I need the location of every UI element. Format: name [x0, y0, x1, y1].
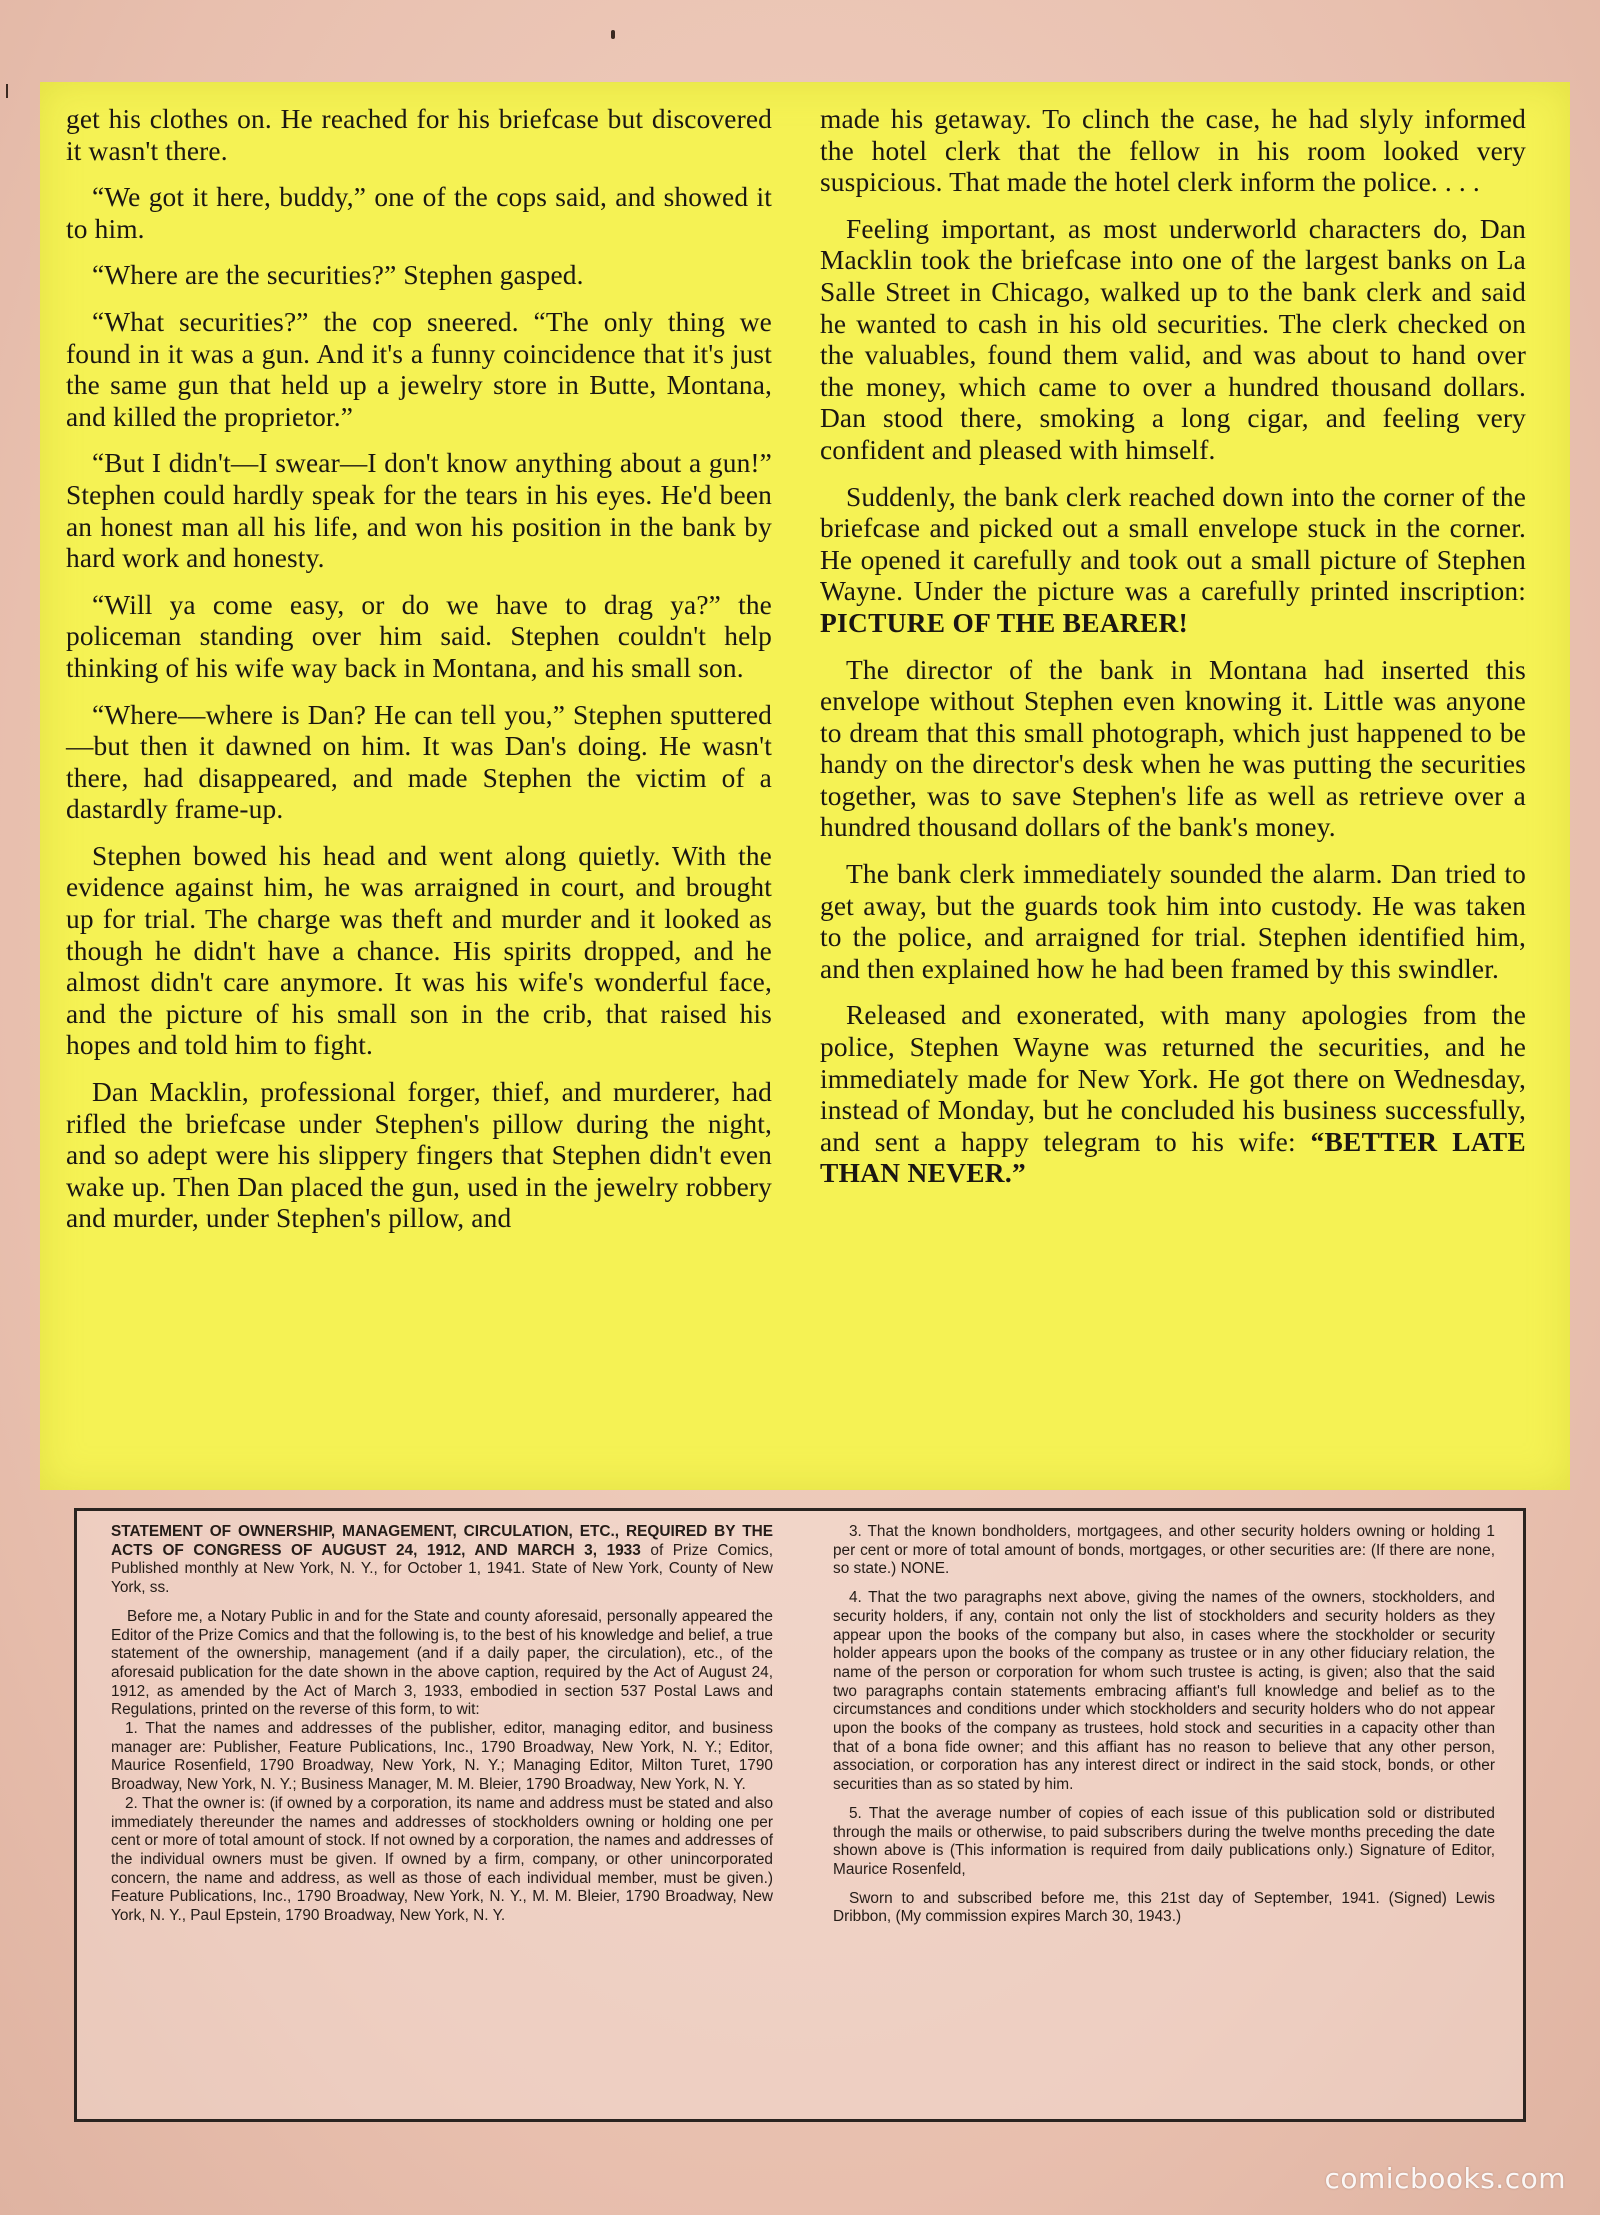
statement-column-right	[833, 1523, 1495, 1937]
statement-item-5: 5. That the average number of copies of each issue of this publication sold or distributed through the mails or otherwise, to paid subscribers during the twelve months preceding the date shown above is (This information is required from daily publications only.) Signature of Editor, Maurice Rosenfeld,	[833, 1804, 1495, 1878]
story-text: Released and exonerated, with many apologies from the police, Stephen Wayne was returned the securities, and he immediately made for New York. He got there on Wednesday, instead of Monday, but he concluded his business successfully, and sent a happy telegram to his wife:	[820, 1000, 1526, 1157]
story-panel	[40, 82, 1570, 1490]
story-paragraph: “But I didn't—I swear—I don't know anything about a gun!” Stephen could hardly speak for the tears in his eyes. He'd been an honest man all his life, and won his position in the bank by hard work and honesty.	[66, 448, 772, 574]
story-paragraph: “What securities?” the cop sneered. “The only thing we found in it was a gun. And it's a funny coincidence that it's just the same gun that held up a jewelry store in Butte, Montana, and killed the proprietor.”	[66, 306, 772, 432]
story-paragraph: get his clothes on. He reached for his briefcase but discovered it wasn't there.	[66, 104, 772, 166]
story-paragraph: “Will ya come easy, or do we have to drag ya?” the policeman standing over him said. Stephen couldn't help thinking of his wife way back in Montana, and his small son.	[66, 589, 772, 683]
story-text: Suddenly, the bank clerk reached down into the corner of the briefcase and picked out a small envelope stuck in the corner. He opened it carefully and took out a small picture of Stephen Wayne. Under the picture was a carefully printed inscription:	[820, 481, 1526, 607]
story-column-right	[820, 104, 1526, 1190]
statement-intro: Before me, a Notary Public in and for the State and county aforesaid, personally appeared the Editor of the Prize Comics and that the following is, to the best of his knowledge and belief, a true statement of the ownership, management (and if a daily paper, the circulation), etc., of the aforesaid publication for the date shown in the above caption, required by the Act of August 24, 1912, as amended by the Act of March 3, 1933, embodied in section 537 Postal Laws and Regulations, printed on the reverse of this form, to wit:	[111, 1607, 773, 1719]
story-paragraph: The bank clerk immediately sounded the alarm. Dan tried to get away, but the guards took him into custody. He was taken to the police, and arraigned for trial. Stephen identified him, and then explained how he had been framed by this swindler.	[820, 859, 1526, 984]
inscription-text: PICTURE OF THE BEARER!	[820, 607, 1189, 638]
telegram-text: “BETTER LATE THAN NEVER.”	[820, 1126, 1527, 1189]
statement-sworn: Sworn to and subscribed before me, this 21st day of September, 1941. (Signed) Lewis Dribbon, (My commission expires March 30, 1943.)	[833, 1889, 1495, 1926]
story-column-left	[66, 104, 772, 1235]
story-paragraph: “Where—where is Dan? He can tell you,” Stephen sputtered—but then it dawned on him. It was Dan's doing. He wasn't there, had disappeared, and made Stephen the victim of a dastardly frame-up.	[66, 699, 772, 825]
story-paragraph: Stephen bowed his head and went along quietly. With the evidence against him, he was arraigned in court, and brought up for trial. The charge was theft and murder and it looked as though he didn't have a chance. His spirits dropped, and he almost didn't care anymore. It was his wife's wonderful face, and the picture of his small son in the crib, that raised his hopes and told him to fight.	[66, 840, 772, 1061]
statement-item-4: 4. That the two paragraphs next above, giving the names of the owners, stockholders, and security holders, if any, contain not only the list of stockholders and security holders as they appear upon the books of the company but also, in cases where the stockholder or security holder appears upon the books of the company as trustee or in any other fiduciary relation, the name of the person or corporation for whom such trustee is acting, is given; also that the said two paragraphs contain statements embracing affiant's full knowledge and belief as to the circumstances and conditions under which stockholders and security holders who do not appear upon the books of the company as trustees, hold stock and securities in a capacity other than that of a bona fide owner; and this affiant has no reason to believe that any other person, association, or corporation has any interest direct or indirect in the said stock, bonds, or other securities than as so stated by him.	[833, 1589, 1495, 1794]
story-paragraph: Feeling important, as most underworld characters do, Dan Macklin took the briefcase into one of the largest banks on La Salle Street in Chicago, walked up to the bank clerk and said he wanted to cash in his old securities. The clerk checked on the valuables, found them valid, and was about to hand over the money, which came to over a hundred thousand dollars. Dan stood there, smoking a long cigar, and feeling very confident and pleased with himself.	[820, 213, 1526, 465]
statement-column-left	[111, 1523, 773, 1926]
statement-title: STATEMENT OF OWNERSHIP, MANAGEMENT, CIRCULATION, ETC., REQUIRED BY THE ACTS OF CONGRESS OF AUGUST 24, 1912, AND MARCH 3, 1933	[111, 1523, 773, 1559]
print-speck	[611, 30, 615, 39]
statement-item-1: 1. That the names and addresses of the publisher, editor, managing editor, and business manager are: Publisher, Feature Publications, Inc., 1790 Broadway, New York, N. Y.; Editor, Maurice Rosenfield, 1790 Broadway, New York, N. Y.; Managing Editor, Milton Turet, 1790 Broadway, New York, N. Y.; Business Manager, M. M. Bleier, 1790 Broadway, New York, N. Y.	[111, 1720, 773, 1794]
story-paragraph: “We got it here, buddy,” one of the cops said, and showed it to him.	[66, 182, 772, 244]
story-paragraph: “Where are the securities?” Stephen gasped.	[92, 260, 584, 291]
statement-heading	[111, 1523, 773, 1598]
statement-item-2: 2. That the owner is: (if owned by a corporation, its name and address must be stated and also immediately thereunder the names and addresses of stockholders owning or holding one per cent or more of total amount of stock. If not owned by a corporation, the names and addresses of the individual owners must be given. If owned by a firm, company, or other unincorporated concern, the name and address, as well as those of each individual member, must be given.) Feature Publications, Inc., 1790 Broadway, New York, N. Y., M. M. Bleier, 1790 Broadway, New York, N. Y., Paul Epstein, 1790 Broadway, New York, N. Y.	[111, 1794, 773, 1925]
story-paragraph: made his getaway. To clinch the case, he had slyly informed the hotel clerk that the fellow in his room looked very suspicious. That made the hotel clerk inform the police. . . .	[820, 104, 1526, 198]
story-paragraph	[820, 1000, 1526, 1190]
watermark: comicbooks.com	[1324, 2162, 1566, 2195]
story-paragraph: The director of the bank in Montana had inserted this envelope without Stephen even knowing it. Little was anyone to dream that this small photograph, which just happened to be handy on the director's desk when he was putting the securities together, was to save Stephen's life as well as retrieve over a hundred thousand dollars of the bank's money.	[820, 654, 1526, 843]
statement-item-3: 3. That the known bondholders, mortgagees, and other security holders owning or holding 1 per cent or more of total amount of bonds, mortgages, or other securities are: (If there are none, so state.) NONE.	[833, 1523, 1495, 1578]
story-paragraph	[820, 482, 1526, 640]
ownership-statement-box	[74, 1508, 1526, 2122]
statement-title-rest: of Prize Comics, Published monthly at New York, N. Y., for October 1, 1941. State of New York, County of New York, ss.	[111, 1541, 773, 1597]
edge-mark	[6, 84, 8, 98]
story-paragraph: Dan Macklin, professional forger, thief, and murderer, had rifled the briefcase under Stephen's pillow during the night, and so adept were his slippery fingers that Stephen didn't even wake up. Then Dan placed the gun, used in the jewelry robbery and murder, under Stephen's pillow, and	[66, 1077, 772, 1234]
